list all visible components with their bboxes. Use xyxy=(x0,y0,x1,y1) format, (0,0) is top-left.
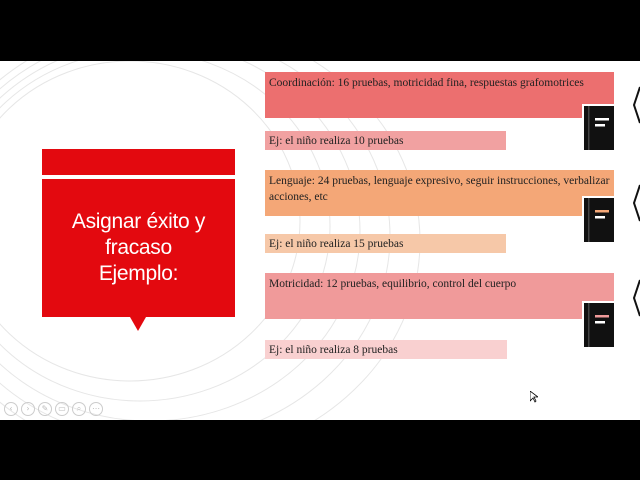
slideshow-controls xyxy=(4,402,103,416)
previous-icon[interactable]: ‹ xyxy=(4,402,18,416)
edge-arrow-icon xyxy=(632,181,640,225)
zoom-icon[interactable]: ⌕ xyxy=(72,402,86,416)
category-card-coordinacion: Coordinación: 16 pruebas, motricidad fina, respuestas grafomotrices xyxy=(265,72,614,118)
title-accent-bar xyxy=(42,149,235,175)
book-icon xyxy=(582,196,616,244)
example-card-coordinacion: Ej: el niño realiza 10 pruebas xyxy=(265,131,506,150)
book-icon xyxy=(582,104,616,152)
slides-icon[interactable]: ▭ xyxy=(55,402,69,416)
presentation-slide xyxy=(0,61,640,420)
next-icon[interactable]: › xyxy=(21,402,35,416)
edge-arrow-icon xyxy=(632,276,640,320)
mouse-cursor-icon xyxy=(530,391,538,403)
title-box xyxy=(42,179,235,317)
more-icon[interactable]: ⋯ xyxy=(89,402,103,416)
book-icon xyxy=(582,301,616,349)
pen-icon[interactable]: ✎ xyxy=(38,402,52,416)
category-card-motricidad: Motricidad: 12 pruebas, equilibrio, control del cuerpo xyxy=(265,273,614,319)
edge-arrow-icon xyxy=(632,83,640,127)
example-card-lenguaje: Ej: el niño realiza 15 pruebas xyxy=(265,234,506,253)
category-card-lenguaje: Lenguaje: 24 pruebas, lenguaje expresivo, seguir instrucciones, verbalizar acciones, etc xyxy=(265,170,614,216)
slide-title: Asignar éxito y fracaso Ejemplo: xyxy=(71,210,206,285)
example-card-motricidad: Ej: el niño realiza 8 pruebas xyxy=(265,340,507,359)
title-pointer xyxy=(130,317,146,331)
